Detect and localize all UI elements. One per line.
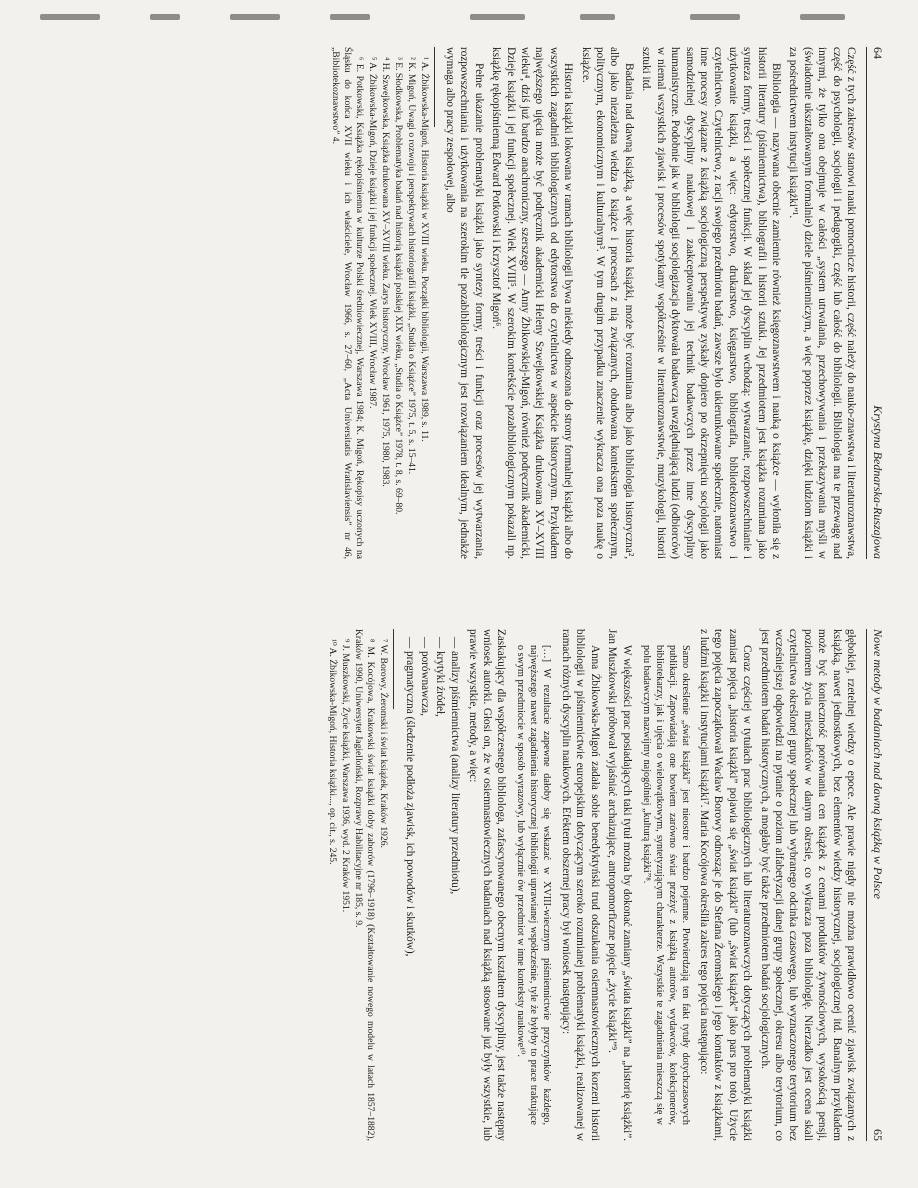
footnote: ⁹ J. Muszkowski, Życie książki, Warszawa 1936, wyd. 2 Kraków 1951. [340,639,352,913]
list-item: — pragmatyczna (śledzenie podłoża zjawisk, ich powodów i skutków), [402,637,417,1141]
body-paragraph: głębokiej, rzetelnej wiedzy o epoce. Ale prawie nigdy nie można prawidłowo ocenić zjawisk związanych z książką, nawet jednostkowych, bez elementów wiedzy historycznej, socjologicznej itd. Banalnym przykładem może być konieczność porównania cen książek z cenami produktów żywnościowych, wysokością pensji, poziomem życia mieszkańców w danym okresie, co wykracza poza bibliologię. Nierzadko jest ocena skali czytelnictwa określonej grupy społecznej lub wybranego odcinka czasowego, lub wyznaczonego terytorium bez wcześniejszej odpowiedzi na pytanie o poziom alfabetyzacji danej grupy społecznej, okresu albo terytorium, co jest przedmiotem badań historycznych, a mogłaby być także przedmiotem badań socjologicznych. [758,629,857,1141]
body-paragraph: Zaskakujący dla współczesnego bibliologa, zafascynowanego obecnym kształtem dyscypliny, jest także następny wniosek autorki. Głosi on, że w osiemnastowiecznych badaniach nad książką stosowane już były wszystkie, lub prawie wszystkie, metody, a więc: [466,629,508,1141]
block-quote: Samo określenie „świat książki” jest nieostre i bardzo pojemne. Potwierdzają ten fakt tytuły dotychczasowych publikacji. Zapowiadają one bowiem zarówno świat przeżyć z książką autorów, wydawców, kolekcjonerów, bibliotekarzy, jak i ujęcia o wielowątkowym, syntetyzującym charakterze. Wszystkie te zagadnienia mieszczą się w polu badawczym nazwijmy najogólniej „kulturą książki”⁸. [640,645,691,1125]
methods-list [402,637,462,1141]
list-item: — krytyki źródeł, [432,637,447,1141]
footnote: ¹⁰ A. Żbikowska-Migoń, Historia książki..., op. cit., s. 245. [327,639,339,865]
page-number: 65 [871,1129,885,1141]
right-running-head [866,629,889,1141]
body-paragraph: Część z tych zakresów stanowi nauki pomocnicze historii, część należy do nauko-znawstwa i literaturoznawstwa, część do psychologii, socjologii i pedagogiki, część lub całość do bibliologii. Bibliologia ma te przewagę nad innymi, że tylko ona obejmuje w całości „system utrwalania, przechowywania i przekazywania myśli w (świadomie ukształtowanym formalnie) dziele piśmienniczym, a więc poprzez książkę, dzięki ludziom książki i za pośrednictwem instytucji książki”¹. [787,47,857,559]
body-paragraph: Bibliologia — nazywana obecnie zamiennie również księgoznawstwem i nauką o książce — wyłoniła się z historii literatury (piśmiennictwa), bibliografii i historii sztuki. Jej przedmiotem jest książka rozumiana jako synteza formy, treści i społecznej funkcji. W skład jej dyscyplin wchodzą: wytwarzanie, rozpowszechnianie i użytkowanie książki, a więc: edytorstwo, drukarstwo, księgarstwo, bibliografia, bibliotekoznawstwo i czytelnictwo. Czytelnictwo, z racji swojego przedmiotu badań, zawsze było ukierunkowane społecznie, natomiast inne procesy związane z książką socjologiczną perspektywę zyskały dopiero po okrzepnięciu socjologii jako samodzielnej dyscypliny naukowej i zaakceptowaniu jej technik badawczych przez inne dyscypliny humanistyczne. Podobnie jak w bibliologii socjologizacja dyktowała badawczą uwzględniającą ludzi (odbiorców) w niemal wszystkich zjawisk i procesów spotykamy współcześnie w literaturoznawstwie, muzykologii, historii sztuki itd. [640,47,782,559]
footnote: ⁴ H. Szwejkowska, Książka drukowana XV–XVIII wieku. Zarys historyczny, Wrocław 1961, 1975, 1980, 1983. [379,57,391,487]
footnote: ⁵ A. Żbikowska-Migoń, Dzieje książki i jej funkcji społecznej. Wiek XVIII, Wrocław 1987. [366,57,378,409]
body-paragraph: Anna Żbikowska-Migoń zadała sobie benedyktyński trud odszukania osiemnastowiecznych korzeni historii bibliologii w piśmiennictwie europejskim dotyczącym szeroko rozumianej problematyki książki, realizowanej w ramach różnych dyscyplin naukowych. Efektem obszernej pracy był wniosek następujący: [559,629,601,1141]
footnote: ⁷ W. Borowy, Żeromski i świat książek, Kraków 1926. [378,639,390,848]
right-page [29,611,889,1159]
body-paragraph: Pełne ukazanie problematyki książki jako syntezy formy, treści i funkcji oraz procesów jej wytwarzania, rozpowszechniania i użytkowania na szerokim tle pozabibliologicznym jest rozwiązaniem idealnym, jednakże wymaga albo pracy zespołowej, albo [444,47,485,559]
left-running-head [866,47,889,559]
footnote-divider [434,47,435,127]
book-spread [29,29,889,1159]
block-quote: […] W rezultacie zapewne dałoby się wskazać w XVIII-wiecznym piśmiennictwie przyczynków każdego, najwęższego nawet zagadnienia historycznej bibliologii uprawianej współcześnie, tyle że byłyby to prace traktujące o swym przedmiocie w sposób wyrazowy, lub wyłącznie ów przedmiot w inne konteksty naukowe¹⁰. [515,645,553,1125]
running-head-title: Nowe metody w badaniach nad dawną książką w Polsce [871,629,885,899]
left-page [29,29,889,577]
footnote: ² K. Migoń, Uwagi o rozwoju i perspektywach historiografii książki, „Studia o Książce” 1975, t. 5, s. 15–41. [405,57,417,475]
body-paragraph: W większości prac posiadających taki tytuł można by dokonać zamiany „świata książki” na „historię książki”. Jan Muszkowski próbował wyjaśniać archaizujące, antropomorficzne pojęcie „życie książki”⁹. [606,629,633,1141]
page-number: 64 [871,47,885,59]
body-paragraph: Badania nad dawną książką, a więc historia książki, może być rozumiana albo jako bibliologia historyczna², albo jako niezależna wiedza o książce i procesach z nią związanych, obudowana kontekstem społecznym, politycznym, ekonomicznym i kulturalnym³. W tym drugim przypadku znaczenie wykracza ona poza naukę o książce. [579,47,635,559]
footnote: ⁶ E. Potkowski, Książka rękopiśmienna w kulturze Polski średniowiecznej, Warszawa 1984; K. Migoń, Rękopisy uczonych na Śląsku do końca XVII wieku i ich właściciele, Wrocław 1966, s. 27–60, „Acta Universitatis Wratislaviensis” nr 46, „Bibliotekoznawstwo” 4. [329,47,365,559]
footnote: ³ E. Słodkowska, Problematyka badań nad historią książki polskiej XIX wieku, „Studia o Książce” 1978, t. 8, s. 69–80. [392,57,404,515]
running-head-author: Krystyna Bednarska-Ruszajowa [871,405,885,559]
list-item: — porównawcza, [417,637,432,1141]
footnote: ⁸ M. Kocójowa, Krakowski świat książki doby zaborów (1796–1918) (Kształtowanie nowego modelu w latach 1857–1882), Kraków 1990, Uniwersytet Jagielloński, Rozprawy Habilitacyjne nr 185, s. 9. [353,629,377,1141]
body-paragraph: Coraz częściej w tytułach prac bibliologicznych lub literaturoznawczych dotyczących problematyki książki zamiast pojęcia „historia książki” pojawia się „świat książki” (lub „świat książek” jako pars pro toto). Użycie tego pojęcia zapoczątkował Wacław Borowy odnosząc je do Stefana Żeromskiego i jego kontaktów z książkami, z ludźmi książki i instytucjami książki⁷. Maria Kocójowa określiła zakres tego pojęcia następująco: [697,629,754,1141]
list-item: — analizy piśmiennictwa (analizy literatury przedmiotu), [447,637,462,1141]
footnote: ¹ A. Żbikowska-Migoń, Historia książki w XVIII wieku. Początki bibliologii, Warszawa 1989, s. 11. [418,57,430,442]
body-paragraph: Historia książki lokowana w ramach bibliologii bywa niekiedy odnoszona do strony formalnej książki albo do wszystkich zagadnień bibliologicznych od edytorstwa do czytelnictwa w aspekcie historycznym. Przykładem najwęższego ujęcia może być podręcznik akademicki Heleny Szwejkowskiej Książka drukowana XV–XVIII wieku⁴, dziś już bardzo anachroniczny, szerszego — Anny Żbikowskiej-Migoń, również podręcznik akademicki, Dzieje książki i jej funkcji społecznej. Wiek XVIII⁵. W szerokim kontekście pozabibliologicznym pokazali np. książkę rękopiśmienną Edward Potkowski i Krzysztof Migoń⁶. [490,47,575,559]
footnote-divider [393,629,394,709]
